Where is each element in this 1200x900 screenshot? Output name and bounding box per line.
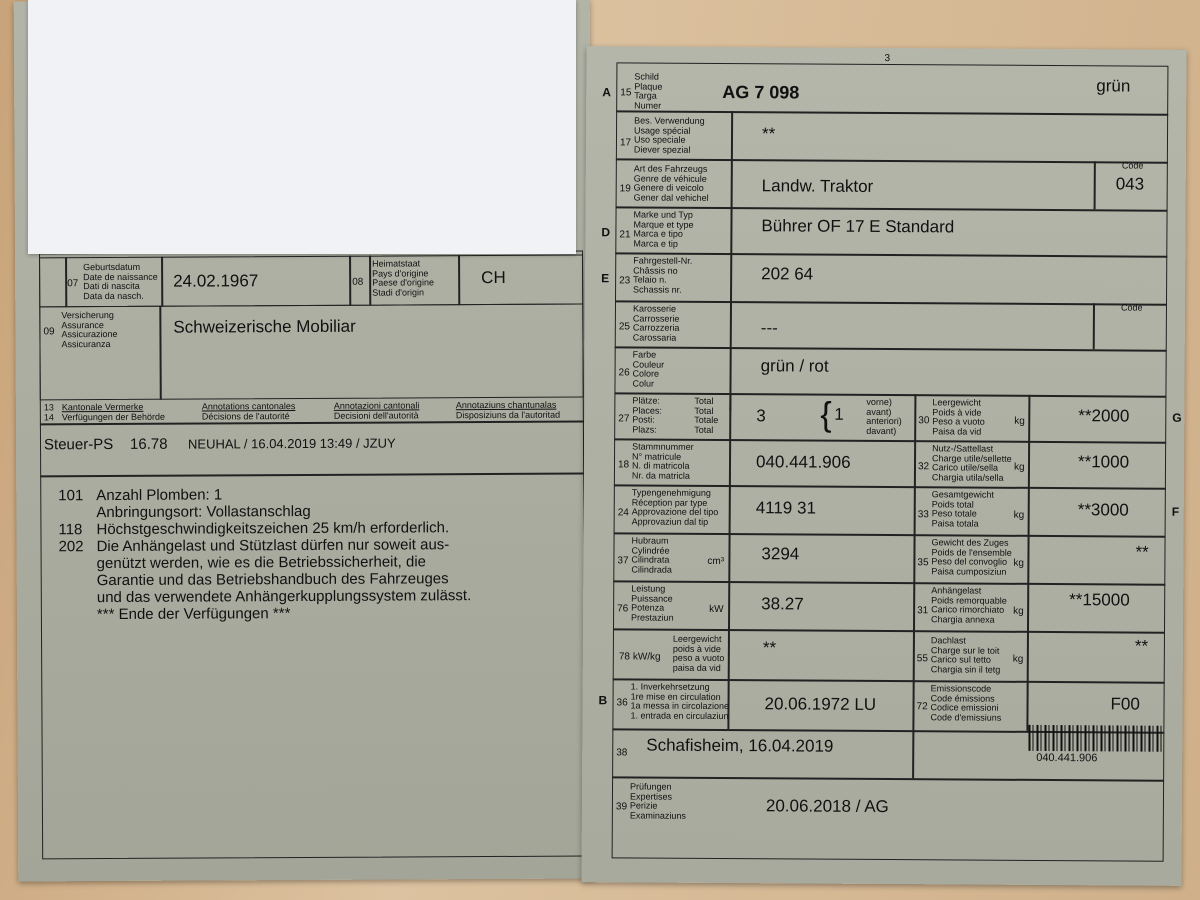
tax-hp-label: Steuer-PS: [43, 435, 114, 454]
tax-hp-stamp: NEUHAL / 16.04.2019 13:49 / JZUY: [187, 435, 396, 452]
f21-label: Marke und Typ Marque et type Marca e tipo Marca e tip: [633, 209, 694, 249]
f76-num: 76: [617, 603, 629, 615]
chassis-number-value: 202 64: [761, 264, 814, 284]
f15-letter: A: [602, 85, 611, 100]
f35-label: Gewicht des Zuges Poids de l'ensemble Peso del convoglio Paisa cumposiziun: [931, 537, 1012, 577]
f24-label: Typengenehmigung Réception par type Approvazione del tipo Approvaziun dal tip: [631, 487, 719, 527]
f33-letter: F: [1171, 504, 1180, 519]
f36-letter: B: [598, 693, 608, 708]
f15-label: Schild Plaque Targa Numer: [634, 71, 663, 111]
f25-label: Karosserie Carrosserie Carrozzeria Carossaria: [632, 303, 680, 343]
sticky-note: [28, 0, 576, 254]
f33-num: 33: [917, 509, 929, 521]
birth-date-value: 24.02.1967: [173, 271, 259, 291]
empty-weight-value: **2000: [1078, 406, 1130, 426]
f18-label: Stammnummer N° matricule N. di matricola Nr. da matricla: [631, 441, 694, 481]
body-value: ---: [760, 318, 778, 338]
f23-num: 23: [619, 275, 631, 287]
f14-rm: Disposiziuns da l'autoritad: [455, 409, 561, 421]
f13-fr: Annotations cantonales: [201, 401, 296, 412]
displacement-value: 3294: [761, 544, 800, 564]
type-approval-value: 4119 31: [755, 498, 817, 518]
f26-num: 26: [618, 367, 630, 379]
f72-label: Emissionscode Code émissions Codice emissioni Code d'emissiuns: [930, 683, 1002, 723]
first-registration-value: 20.06.1972 LU: [764, 694, 877, 714]
f27-label: Plätze: Places: Posti: Plazs:: [632, 395, 662, 435]
f07-label: Geburtsdatum Date de naissance Dati di nascita Data da nasch.: [83, 261, 158, 301]
f19-label: Art des Fahrzeugs Genre de véhicule Genere di veicolo Gener dal vehichel: [633, 163, 709, 203]
plate-number-value: AG 7 098: [722, 82, 800, 103]
f23-letter: E: [601, 271, 610, 286]
power-value: 38.27: [761, 594, 804, 614]
f30-label: Leergewicht Poids à vide Peso a vuoto Paisa da vid: [932, 397, 985, 437]
vehicle-type-value: Landw. Traktor: [761, 176, 874, 196]
f13-num: 13: [43, 402, 54, 413]
f36-label: 1. Inverkehrsetzung 1re mise en circulation 1a messa in circolazione 1. entrada en circulaziun: [630, 681, 730, 721]
f08-num: 08: [352, 276, 364, 288]
f26-label: Farbe Couleur Colore Colur: [632, 349, 665, 389]
tax-hp-value: 16.78: [129, 435, 168, 453]
special-use-value: **: [761, 124, 776, 144]
f24-num: 24: [617, 507, 629, 519]
f19-num: 19: [619, 183, 631, 195]
roof-load-value: **: [1134, 636, 1149, 656]
emission-code-value: F00: [1110, 694, 1140, 714]
f30-unit: kg: [1014, 415, 1025, 427]
f55-unit: kg: [1012, 653, 1024, 665]
seats-total-value: 3: [756, 406, 766, 426]
page-number: 3: [884, 52, 891, 65]
f18-num: 18: [617, 459, 630, 471]
f21-num: 21: [619, 229, 631, 241]
f78-unit: kW/kg: [632, 651, 661, 663]
f09-num: 09: [43, 326, 55, 338]
f31-unit: kg: [1013, 605, 1024, 617]
f21-letter: D: [601, 225, 611, 240]
f37-label: Hubraum Cylindrée Cilindrata Cilindrada: [631, 535, 672, 575]
barcode: [1028, 725, 1162, 752]
f15-num: 15: [620, 87, 632, 99]
combination-weight-value: **: [1135, 542, 1149, 562]
vehicle-type-code: 043: [1115, 174, 1145, 194]
f78-label: Leergewicht poids à vide peso a vuoto paisa da vid: [672, 633, 725, 673]
f25-num: 25: [618, 321, 631, 333]
f76-label: Leistung Puissance Potenza Prestaziun: [631, 583, 674, 623]
towing-capacity-value: **15000: [1069, 590, 1130, 610]
f78-num: 78: [618, 651, 630, 663]
f72-num: 72: [916, 701, 928, 713]
f32-num: 32: [917, 461, 930, 473]
payload-value: **1000: [1077, 452, 1130, 472]
f33-unit: kg: [1013, 509, 1025, 521]
home-country-value: CH: [481, 267, 506, 288]
notes-text: Anzahl Plomben: 1 Anbringungsort: Vollastanschlag Höchstgeschwindigkeitszeichen 25 km/h erforderlich. Die Anhängelast und Stützlast dürfen nur soweit aus- genützt werden, wie es die Betriebssicherheit, die Garantie und das Betriebshandbuch des Fahrzeuges und das verwendete Anhängerkupplungssystem zulässt. *** Ende der Verfügungen ***: [96, 486, 472, 624]
right-document-page: [581, 46, 1186, 886]
insurance-value: Schweizerische Mobiliar: [173, 316, 356, 337]
f37-num: 37: [617, 555, 629, 567]
f55-label: Dachlast Charge sur le toit Carico sul tetto Chargia sin il tetg: [930, 635, 1001, 675]
f30-num: 30: [918, 415, 930, 427]
inspection-value: 20.06.2018 / AG: [765, 796, 889, 817]
f30-letter: G: [1172, 410, 1182, 425]
notes-codes: 101 118 202: [58, 487, 84, 556]
f14-it: Decisioni dell'autorità: [333, 410, 419, 421]
seats-brace: {: [820, 395, 832, 434]
f32-label: Nutz-/Sattellast Charge utile/sellette Carico utile/sella Chargia utila/sella: [931, 443, 1012, 483]
f14-fr: Décisions de l'autorité: [201, 411, 290, 422]
f33-label: Gesamtgewicht Poids total Peso totale Paisa totala: [931, 489, 994, 529]
f17-label: Bes. Verwendung Usage spécial Uso speciale Diever spezial: [633, 115, 705, 155]
f36-num: 36: [616, 697, 628, 709]
seats-front-value: 1: [834, 404, 844, 424]
f08-label: Heimatstaat Pays d'origine Paese d'origine Stadi d'origin: [372, 258, 434, 298]
f27-num: 27: [618, 413, 630, 425]
f27-total-label: Total Total Totale Total: [694, 395, 719, 435]
f31-label: Anhängelast Poids remorquable Carico rimorchiato Chargia annexa: [931, 585, 1007, 625]
f23-label: Fahrgestell-Nr. Châssis no Telaio n. Schassis nr.: [633, 255, 693, 295]
f17-num: 17: [619, 137, 632, 149]
f35-num: 35: [917, 557, 929, 569]
f14-label: Verfügungen der Behörde: [61, 411, 165, 423]
place-date-value: Schafisheim, 16.04.2019: [646, 735, 834, 756]
f09-label: Versicherung Assurance Assicurazione Assicuranza: [61, 309, 118, 349]
color-value: grün / rot: [760, 356, 829, 376]
f32-unit: kg: [1013, 461, 1025, 473]
base-number-value: 040.441.906: [755, 452, 851, 472]
make-model-value: Bührer OF 17 E Standard: [761, 216, 955, 237]
barcode-number: 040.441.906: [1036, 751, 1098, 765]
f38-num: 38: [616, 747, 628, 759]
f39-num: 39: [615, 801, 628, 813]
f13-rm: Annotaziuns chantunalas: [455, 399, 557, 411]
f37-unit: cm³: [707, 555, 725, 568]
f31-num: 31: [917, 605, 929, 617]
total-weight-value: **3000: [1077, 500, 1129, 520]
f25-code-label: Code: [1120, 302, 1143, 313]
f76-unit: kW: [709, 603, 724, 616]
f07-num: 07: [67, 278, 79, 290]
power-weight-value: **: [762, 638, 777, 658]
f55-num: 55: [916, 653, 928, 665]
f35-unit: kg: [1013, 557, 1025, 569]
f19-code-label: Code: [1121, 160, 1144, 171]
f13-it: Annotazioni cantonali: [333, 400, 420, 411]
seats-front-label: vorne) avant) anteriori) davant): [866, 396, 902, 436]
f13-label: Kantonale Vermerke: [61, 401, 144, 413]
f14-num: 14: [43, 412, 54, 423]
f39-label: Prüfungen Expertises Perizie Examinaziuns: [629, 781, 686, 821]
plate-color-value: grün: [1096, 76, 1131, 96]
